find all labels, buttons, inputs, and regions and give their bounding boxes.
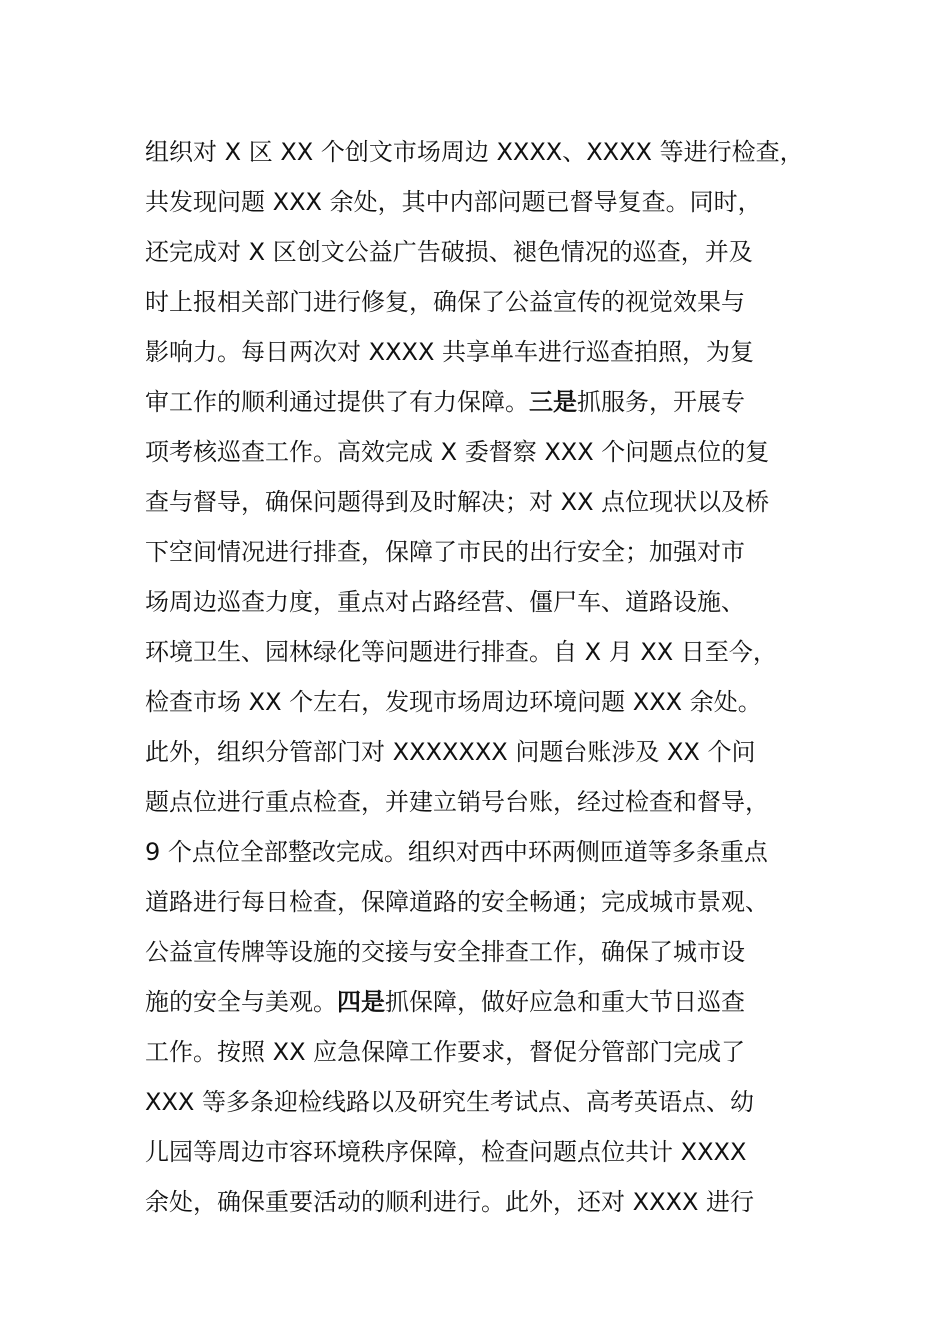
text-line: 共发现问题 XXX 余处，其中内部问题已督导复查。同时， (145, 188, 762, 216)
text-line: 公益宣传牌等设施的交接与安全排查工作，确保了城市设 (145, 938, 745, 966)
text-line: 儿园等周边市容环境秩序保障，检查问题点位共计 XXXX (145, 1138, 747, 1166)
text-line: 下空间情况进行排查，保障了市民的出行安全；加强对市 (145, 538, 745, 566)
text-line: 工作。按照 XX 应急保障工作要求，督促分管部门完成了 (145, 1038, 746, 1066)
text-line: 查与督导，确保问题得到及时解决；对 XX 点位现状以及桥 (145, 488, 770, 516)
text-line: 项考核巡查工作。高效完成 X 委督察 XXX 个问题点位的复 (145, 438, 770, 466)
text-line: 环境卫生、园林绿化等问题进行排查。自 X 月 XX 日至今， (145, 638, 777, 666)
text-line: 时上报相关部门进行修复，确保了公益宣传的视觉效果与 (145, 288, 745, 316)
text-line: 题点位进行重点检查，并建立销号台账，经过检查和督导， (145, 788, 769, 816)
text-line: 场周边巡查力度，重点对占路经营、僵尸车、道路设施、 (145, 588, 745, 616)
text-line: 组织对 X 区 XX 个创文市场周边 XXXX、XXXX 等进行检查， (145, 138, 804, 166)
text-line: 审工作的顺利通过提供了有力保障。三是抓服务，开展专 (145, 388, 745, 416)
text-line: 9 个点位全部整改完成。组织对西中环两侧匝道等多条重点 (145, 838, 768, 866)
text-line: 道路进行每日检查，保障道路的安全畅通；完成城市景观、 (145, 888, 769, 916)
section-marker-four: 四是 (337, 988, 385, 1016)
text-line: 余处，确保重要活动的顺利进行。此外，还对 XXXX 进行 (145, 1188, 755, 1216)
body-paragraph (145, 127, 845, 1227)
text-line: 影响力。每日两次对 XXXX 共享单车进行巡查拍照，为复 (145, 338, 755, 366)
text-line: 还完成对 X 区创文公益广告破损、褪色情况的巡查，并及 (145, 238, 753, 266)
text-line: 检查市场 XX 个左右，发现市场周边环境问题 XXX 余处。 (145, 688, 762, 716)
text-line: 施的安全与美观。四是抓保障，做好应急和重大节日巡查 (145, 988, 745, 1016)
text-line: 此外，组织分管部门对 XXXXXXX 问题台账涉及 XX 个问 (145, 738, 756, 766)
text-line: XXX 等多条迎检线路以及研究生考试点、高考英语点、幼 (145, 1088, 754, 1116)
section-marker-three: 三是 (529, 388, 577, 416)
